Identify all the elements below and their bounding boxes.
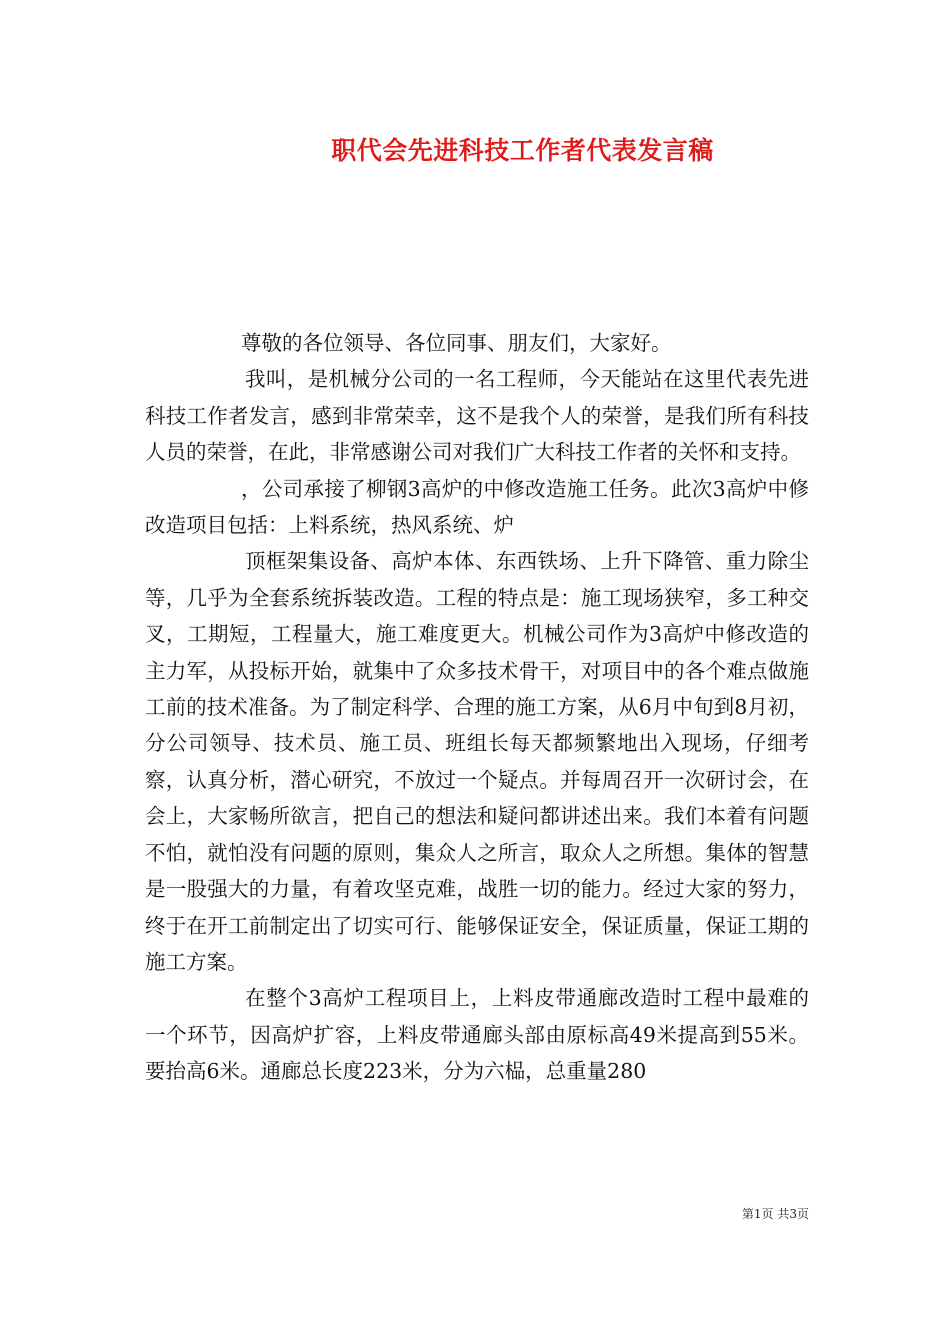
- paragraph-project-scope: ，公司承接了柳钢3高炉的中修改造施工任务。此次3高炉中修改造项目包括：上料系统，热风系统、炉: [145, 476, 809, 538]
- paragraph-greeting: 尊敬的各位领导、各位同事、朋友们，大家好。: [241, 331, 672, 355]
- document-title: 职代会先进科技工作者代表发言稿: [331, 136, 714, 165]
- page-number-footer: 第1页 共3页: [741, 1207, 809, 1221]
- paragraph-conveyor-gallery: 在整个3高炉工程项目上，上料皮带通廊改造时工程中最难的一个环节，因高炉扩容，上料皮带通廊头部由原标高49米提高到55米。要抬高6米。通廊总长度223米，分为六榀，总重量280: [145, 986, 809, 1084]
- paragraph-preparation: 顶框架集设备、高炉本体、东西铁场、上升下降管、重力除尘等，几乎为全套系统拆装改造。工程的特点是：施工现场狭窄，多工种交叉，工期短，工程量大，施工难度更大。机械公司作为3高炉中修改造的主力军，从投标开始，就集中了众多技术骨干，对项目中的各个难点做施工前的技术准备。为了制定科学、合理的施工方案，从6月中旬到8月初，分公司领导、技术员、施工员、班组长每天都频繁地出入现场，仔细考察，认真分析，潜心研究，不放过一个疑点。并每周召开一次研讨会，在会上，大家畅所欲言，把自己的想法和疑问都讲述出来。我们本着有问题不怕，就怕没有问题的原则，集众人之所言，取众人之所想。集体的智慧是一股强大的力量，有着攻坚克难，战胜一切的能力。经过大家的努力，终于在开工前制定出了切实可行、能够保证安全，保证质量，保证工期的施工方案。: [145, 549, 809, 974]
- document-body: [145, 325, 809, 1090]
- paragraph-introduction: 我叫，是机械分公司的一名工程师，今天能站在这里代表先进科技工作者发言，感到非常荣幸，这不是我个人的荣誉，是我们所有科技人员的荣誉，在此，非常感谢公司对我们广大科技工作者的关怀和支持。: [145, 367, 809, 465]
